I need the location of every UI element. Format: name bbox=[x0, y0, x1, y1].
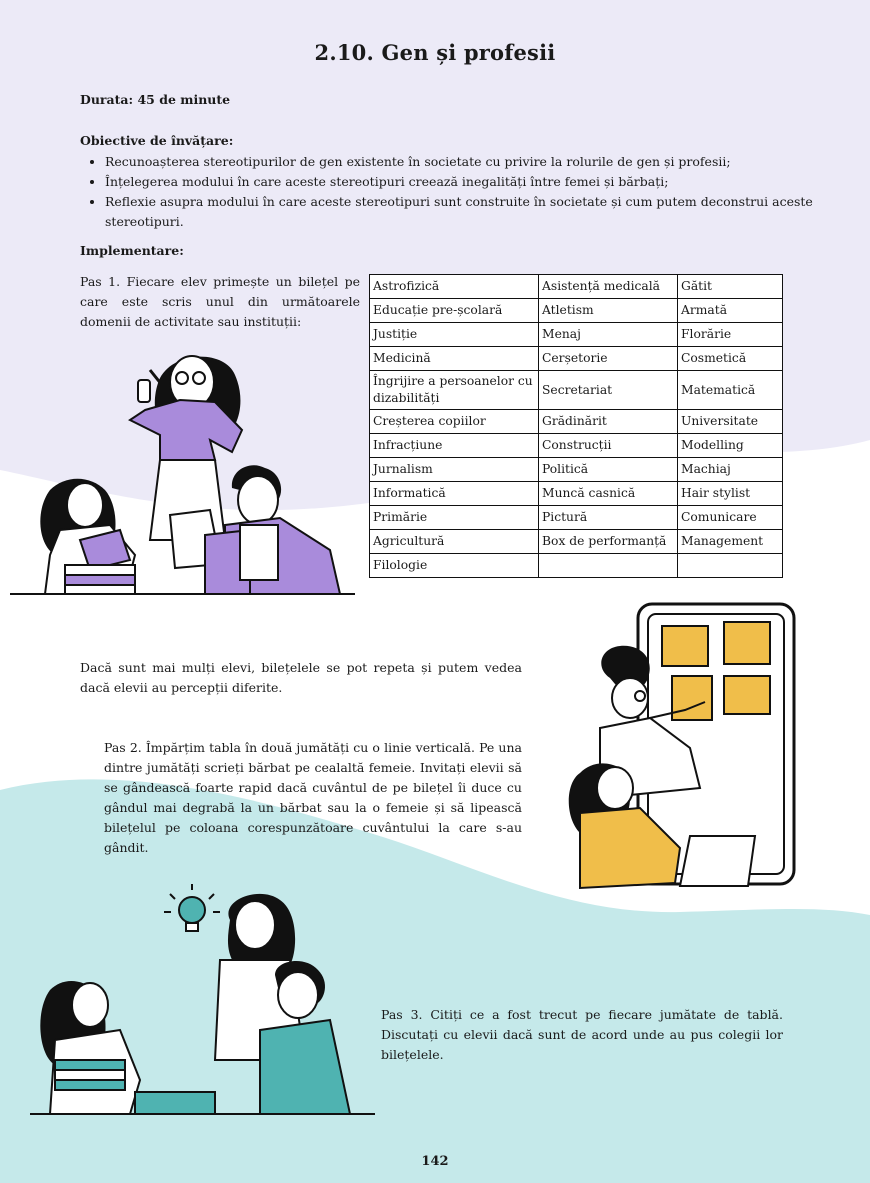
table-row bbox=[370, 530, 783, 554]
table-cell: Universitate bbox=[678, 410, 783, 434]
table-row bbox=[370, 434, 783, 458]
table-cell: Filologie bbox=[370, 554, 539, 578]
lightbulb-icon bbox=[164, 884, 220, 931]
puzzle-board-illustration bbox=[540, 598, 800, 898]
duration-label: Durata: 45 de minute bbox=[80, 92, 231, 107]
table-cell bbox=[539, 554, 678, 578]
page-number: 142 bbox=[421, 1154, 449, 1169]
table-cell: Machiaj bbox=[678, 458, 783, 482]
table-cell: Infracțiune bbox=[370, 434, 539, 458]
table-cell: Atletism bbox=[539, 299, 678, 323]
table-row bbox=[370, 458, 783, 482]
table-row bbox=[370, 371, 783, 410]
table-cell: Educație pre-școlară bbox=[370, 299, 539, 323]
table-row bbox=[370, 323, 783, 347]
objective-item: • Înțelegerea modului în care aceste stereotipuri creează inegalități între femei și bărbați; bbox=[105, 172, 815, 192]
table-cell: Hair stylist bbox=[678, 482, 783, 506]
table-cell: Grădinărit bbox=[539, 410, 678, 434]
table-cell: Astrofizică bbox=[370, 275, 539, 299]
domains-table bbox=[369, 274, 783, 578]
table-cell: Florărie bbox=[678, 323, 783, 347]
table-row bbox=[370, 554, 783, 578]
table-row bbox=[370, 482, 783, 506]
table-cell: Justiție bbox=[370, 323, 539, 347]
note-paragraph: Dacă sunt mai mulți elevi, bilețelele se pot repeta și putem vedea dacă elevii au percepții diferite. bbox=[80, 660, 522, 695]
implementation-heading: Implementare: bbox=[80, 243, 184, 258]
step3-paragraph: Pas 3. Citiți ce a fost trecut pe fiecare jumătate de tablă. Discutați cu elevii dacă sunt de acord unde au pus colegii lor bilețelele. bbox=[381, 1007, 783, 1062]
table-cell: Creșterea copiilor bbox=[370, 410, 539, 434]
table-cell: Jurnalism bbox=[370, 458, 539, 482]
table-cell: Modelling bbox=[678, 434, 783, 458]
table-row bbox=[370, 347, 783, 371]
table-cell: Îngrijire a persoanelor cu dizabilități bbox=[370, 371, 539, 410]
step2-paragraph: Pas 2. Împărțim tabla în două jumătăți cu o linie verticală. Pe una dintre jumătăți scrieți bărbat pe cealaltă femeie. Invitați elevii să se gândească foarte rapid dacă cuvântul de pe bilețel îi duce cu gândul mai degrabă la un bărbat sau la o femeie și să lipească bilețelul pe coloana corespunzătoare cuvântului la care s-au gândit. bbox=[104, 740, 522, 855]
objective-item: • Reflexie asupra modului în care aceste stereotipuri sunt construite în societate și cum putem deconstrui aceste stereotipuri. bbox=[105, 192, 815, 232]
table-row bbox=[370, 410, 783, 434]
table-cell: Cerșetorie bbox=[539, 347, 678, 371]
table-cell: Management bbox=[678, 530, 783, 554]
table-cell: Construcții bbox=[539, 434, 678, 458]
table-cell: Box de performanță bbox=[539, 530, 678, 554]
table-cell: Comunicare bbox=[678, 506, 783, 530]
table-cell: Secretariat bbox=[539, 371, 678, 410]
table-cell bbox=[678, 554, 783, 578]
table-cell: Politică bbox=[539, 458, 678, 482]
objective-item: • Recunoașterea stereotipurilor de gen existente în societate cu privire la rolurile de gen și profesii; bbox=[105, 152, 815, 172]
table-cell: Primărie bbox=[370, 506, 539, 530]
step1-paragraph: Pas 1. Fiecare elev primește un bilețel pe care este scris unul din următoarele domenii de activitate sau instituții: bbox=[80, 274, 360, 329]
table-row bbox=[370, 275, 783, 299]
table-cell: Pictură bbox=[539, 506, 678, 530]
students-puzzle-illustration bbox=[10, 340, 360, 598]
table-cell: Gătit bbox=[678, 275, 783, 299]
table-cell: Muncă casnică bbox=[539, 482, 678, 506]
table-cell: Cosmetică bbox=[678, 347, 783, 371]
table-cell: Armată bbox=[678, 299, 783, 323]
table-cell: Informatică bbox=[370, 482, 539, 506]
table-row bbox=[370, 299, 783, 323]
table-cell: Matematică bbox=[678, 371, 783, 410]
table-row bbox=[370, 506, 783, 530]
objectives-list bbox=[80, 152, 815, 232]
objectives-heading: Obiective de învățare: bbox=[80, 133, 234, 148]
table-cell: Menaj bbox=[539, 323, 678, 347]
lightbulb-idea-illustration bbox=[20, 880, 380, 1120]
table-cell: Asistență medicală bbox=[539, 275, 678, 299]
table-cell: Medicină bbox=[370, 347, 539, 371]
table-cell: Agricultură bbox=[370, 530, 539, 554]
page-title: 2.10. Gen și profesii bbox=[314, 40, 556, 65]
